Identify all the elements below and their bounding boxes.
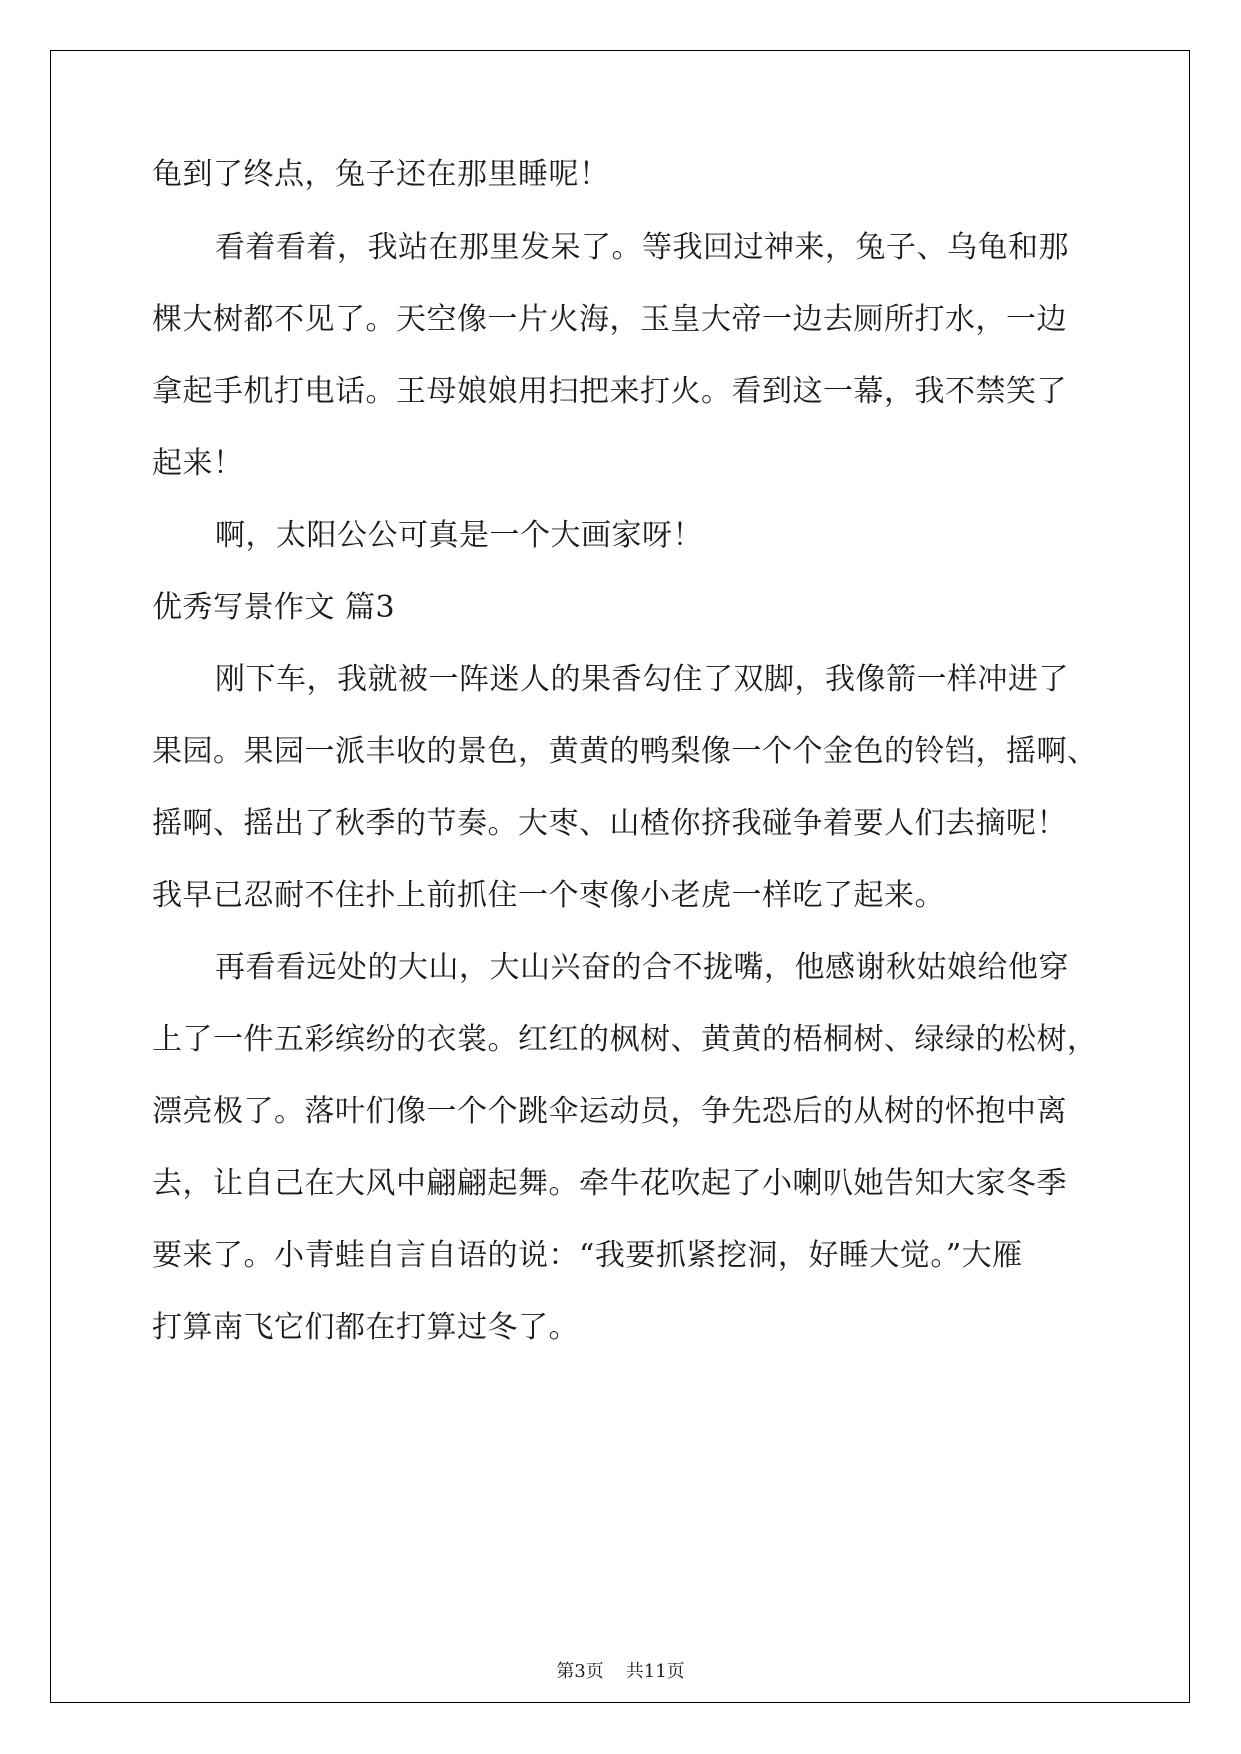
text-line: 上了一件五彩缤纷的衣裳。红红的枫树、黄黄的梧桐树、绿绿的松树，: [152, 1022, 1098, 1057]
text-line: 打算南飞它们都在打算过冬了。: [152, 1310, 579, 1345]
paragraph-start: 看着看着，我站在那里发呆了。等我回过神来，兔子、乌龟和那: [215, 230, 1069, 265]
page-number: 第3页: [556, 1661, 604, 1682]
text-line: 要来了。小青蛙自言自语的说：“我要抓紧挖洞，好睡大觉。”大雁: [152, 1238, 1023, 1273]
text-line: 龟到了终点，兔子还在那里睡呢！: [152, 157, 610, 192]
text-line: 起来！: [152, 446, 244, 481]
paragraph-start: 刚下车，我就被一阵迷人的果香勾住了双脚，我像箭一样冲进了: [215, 662, 1069, 697]
text-line: 果园。果园一派丰收的景色，黄黄的鸭梨像一个个金色的铃铛，摇啊、: [152, 734, 1098, 769]
text-line: 去，让自己在大风中翩翩起舞。牵牛花吹起了小喇叭她告知大家冬季: [152, 1166, 1067, 1201]
text-line: 我早已忍耐不住扑上前抓住一个枣像小老虎一样吃了起来。: [152, 878, 945, 913]
text-line: 摇啊、摇出了秋季的节奏。大枣、山楂你挤我碰争着要人们去摘呢！: [152, 806, 1067, 841]
text-line: 漂亮极了。落叶们像一个个跳伞运动员，争先恐后的从树的怀抱中离: [152, 1094, 1067, 1129]
paragraph-start: 啊，太阳公公可真是一个大画家呀！: [215, 518, 703, 553]
page-total: 共11页: [625, 1661, 685, 1682]
text-line: 拿起手机打电话。王母娘娘用扫把来打火。看到这一幕，我不禁笑了: [152, 374, 1067, 409]
page-footer: [0, 1660, 1241, 1684]
paragraph-start: 再看看远处的大山，大山兴奋的合不拢嘴，他感谢秋姑娘给他穿: [215, 950, 1069, 985]
text-line: 棵大树都不见了。天空像一片火海，玉皇大帝一边去厕所打水，一边: [152, 302, 1067, 337]
section-heading: 优秀写景作文 篇3: [152, 590, 396, 625]
